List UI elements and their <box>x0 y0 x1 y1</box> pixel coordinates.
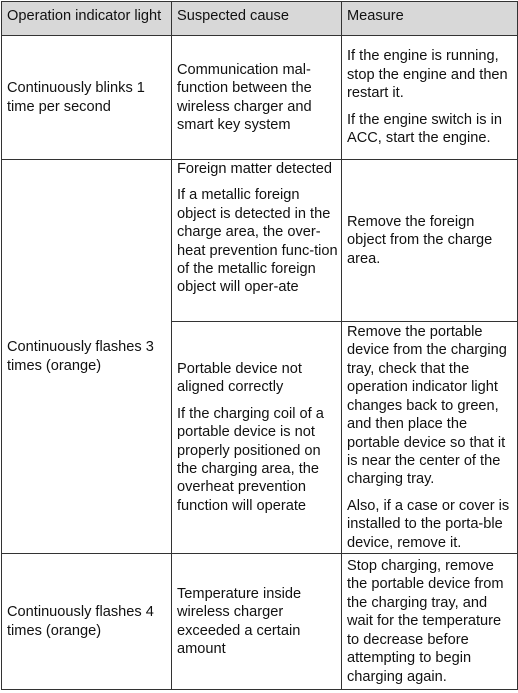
cause-cell <box>172 554 342 690</box>
table-row <box>2 160 518 322</box>
cause-cell <box>172 36 342 160</box>
table-row <box>2 554 518 690</box>
indicator-cell: Continuously flashes 3 times (orange) <box>2 160 172 554</box>
cause-heading: Portable device not aligned correctly <box>177 360 302 396</box>
measure-text: Remove the foreign object from the charge area. <box>347 213 493 267</box>
header-measure: Measure <box>342 2 518 36</box>
cause-cell <box>172 160 342 322</box>
measure-cell <box>342 554 518 690</box>
measure-text: Also, if a case or cover is installed to the porta-ble device, remove it. <box>347 497 510 551</box>
header-row <box>2 2 518 36</box>
header-cause: Suspected cause <box>172 2 342 36</box>
cause-text: If the charging coil of a portable device is not properly positioned on the charging area, the overheat prevention function will operate <box>177 405 324 514</box>
cause-text: Temperature inside wireless charger exceeded a certain amount <box>177 585 302 657</box>
measure-cell <box>342 36 518 160</box>
measure-text: Stop charging, remove the portable device from the charging tray, and wait for the temperature to decrease before attempting to begin charging again. <box>347 558 504 685</box>
indicator-cell: Continuously blinks 1 time per second <box>2 36 172 160</box>
measure-text: If the engine is running, stop the engine and then restart it. <box>347 48 508 102</box>
header-indicator: Operation indicator light <box>2 2 172 36</box>
measure-cell <box>342 160 518 322</box>
measure-cell <box>342 322 518 554</box>
indicator-table <box>1 1 518 690</box>
cause-text: Communication mal-function between the wireless charger and smart key system <box>177 61 312 133</box>
cause-cell <box>172 322 342 554</box>
indicator-cell: Continuously flashes 4 times (orange) <box>2 554 172 690</box>
measure-text: Remove the portable device from the charging tray, check that the operation indicator light changes back to green, and then place the portable device so that it is near the center of the charging tray. <box>347 324 507 488</box>
cause-heading: Foreign matter detected <box>177 161 332 177</box>
measure-text: If the engine switch is in ACC, start the engine. <box>347 111 502 147</box>
table-row <box>2 36 518 160</box>
cause-text: If a metallic foreign object is detected in the charge area, the over-heat prevention func-tion of the metallic foreign object will oper-ate <box>177 187 338 296</box>
